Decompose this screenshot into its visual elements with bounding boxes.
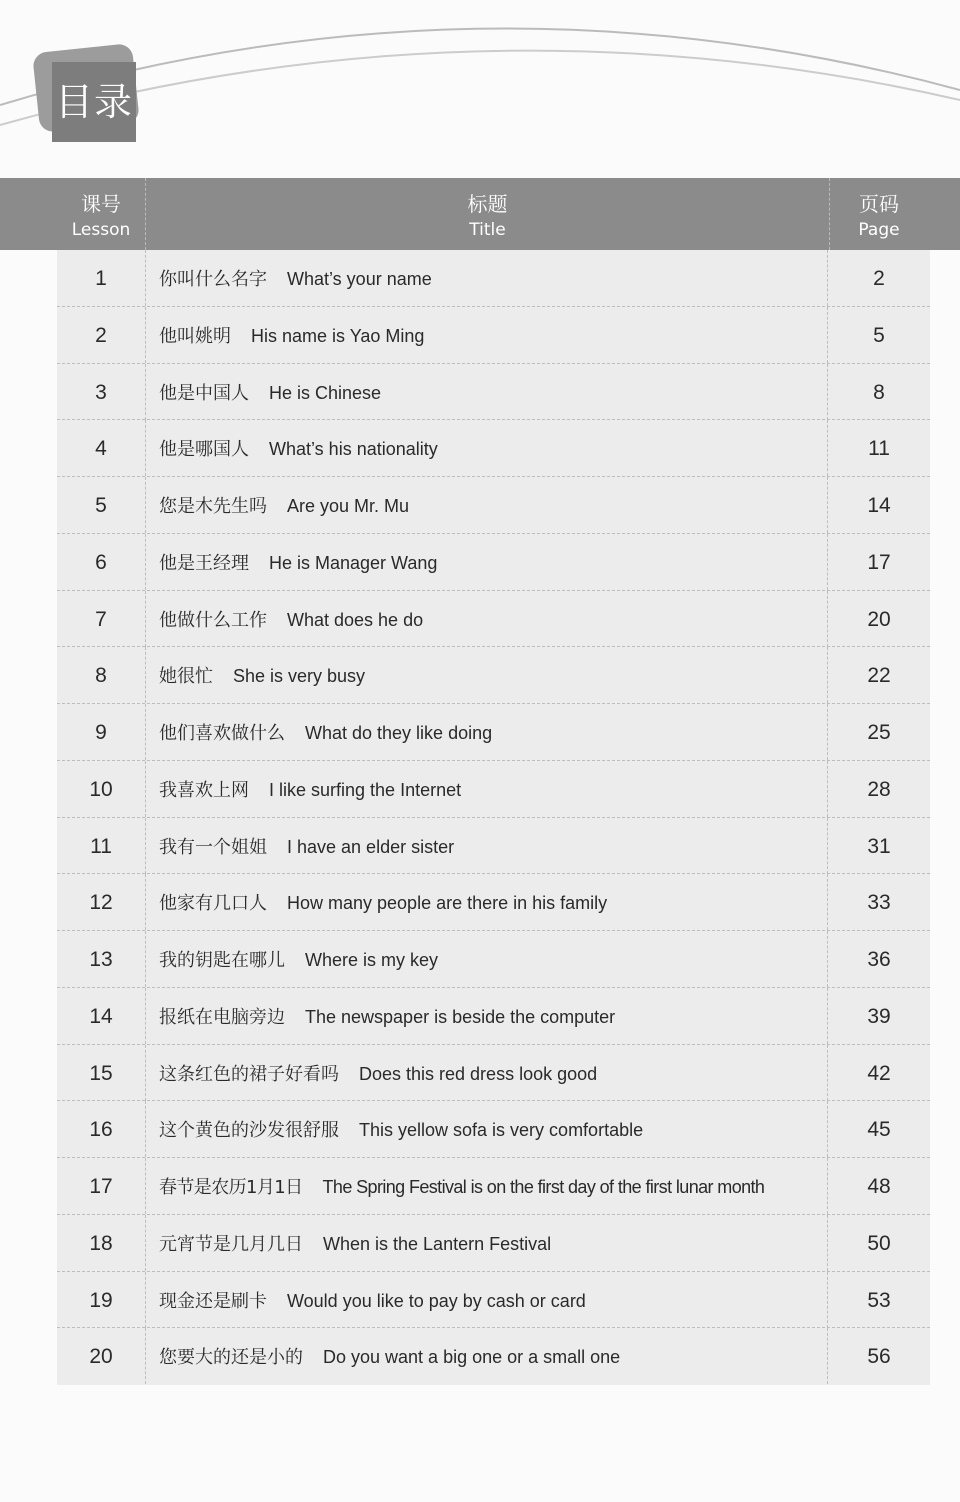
lesson-title-en: The Spring Festival is on the first day of the first lunar month (322, 1177, 765, 1197)
lesson-number: 7 (95, 607, 107, 631)
lesson-title-en: What do they like doing (305, 723, 493, 743)
lesson-title-zh: 报纸在电脑旁边 (159, 1006, 285, 1028)
lesson-title-zh: 他们喜欢做什么 (159, 723, 285, 744)
toc-row[interactable] (57, 1158, 930, 1215)
header-title-zh: 标题 (467, 192, 508, 216)
lesson-title (145, 250, 828, 306)
lesson-page: 53 (867, 1288, 891, 1312)
lesson-title (145, 761, 828, 817)
lesson-title-zh: 这条红色的裙子好看吗 (159, 1063, 339, 1085)
toc-row[interactable] (57, 534, 930, 591)
lesson-number: 5 (95, 494, 107, 517)
lesson-title-en: This yellow sofa is very comfortable (359, 1120, 644, 1141)
lesson-title (145, 1328, 828, 1384)
header-lesson-en: Lesson (71, 220, 131, 240)
toc-row[interactable] (57, 1101, 930, 1158)
lesson-page: 48 (867, 1175, 891, 1198)
lesson-title-zh: 我的钥匙在哪儿 (159, 950, 285, 971)
lesson-title-zh: 这个黄色的沙发很舒服 (159, 1120, 339, 1142)
lesson-title (145, 818, 828, 874)
toc-row[interactable] (57, 1272, 930, 1329)
lesson-title-en: Do you want a big one or a small one (323, 1347, 621, 1368)
lesson-title (145, 534, 828, 590)
header-title (145, 178, 830, 250)
lesson-title-zh: 我喜欢上网 (159, 779, 249, 801)
lesson-page: 50 (867, 1231, 891, 1255)
lesson-title-en: What’s his nationality (269, 439, 438, 460)
lesson-title-en: How many people are there in his family (287, 893, 608, 914)
lesson-page: 42 (867, 1061, 891, 1085)
decorative-arcs (0, 0, 960, 140)
lesson-number: 17 (89, 1175, 113, 1198)
toc-row[interactable] (57, 647, 930, 704)
lesson-title (145, 477, 828, 533)
header-page-en: Page (858, 220, 900, 240)
lesson-title (145, 1101, 828, 1157)
lesson-title-en: Does this red dress look good (359, 1063, 598, 1084)
lesson-title (145, 647, 828, 703)
lesson-number: 2 (95, 323, 107, 347)
toc-row[interactable] (57, 988, 930, 1045)
table-header (0, 178, 960, 250)
lesson-title (145, 591, 828, 647)
lesson-title-zh: 他是中国人 (159, 382, 249, 404)
lesson-title-en: When is the Lantern Festival (323, 1233, 552, 1254)
header-title-en: Title (469, 220, 506, 240)
lesson-title (145, 1272, 828, 1328)
lesson-title-en: Where is my key (305, 950, 439, 970)
lesson-number: 12 (89, 891, 113, 915)
toc-row[interactable] (57, 704, 930, 761)
lesson-title-zh: 春节是农历1月1日 (159, 1177, 303, 1198)
toc-row[interactable] (57, 477, 930, 534)
lesson-page: 17 (867, 550, 891, 574)
lesson-title-zh: 您要大的还是小的 (159, 1347, 303, 1369)
lesson-number: 3 (95, 380, 107, 404)
lesson-number: 15 (89, 1061, 113, 1085)
header-page-zh: 页码 (859, 192, 899, 216)
lesson-title-zh: 她很忙 (159, 666, 213, 688)
lesson-number: 9 (95, 721, 107, 744)
lesson-page: 8 (873, 380, 885, 404)
lesson-title-zh: 你叫什么名字 (159, 269, 267, 290)
lesson-page: 5 (873, 323, 885, 347)
toc-row[interactable] (57, 420, 930, 477)
toc-row[interactable] (57, 761, 930, 818)
lesson-title-en: He is Manager Wang (269, 552, 438, 573)
lesson-title (145, 364, 828, 420)
lesson-number: 18 (89, 1231, 113, 1255)
lesson-title (145, 931, 828, 987)
lesson-page: 20 (867, 607, 891, 631)
lesson-title-en: Are you Mr. Mu (287, 496, 410, 516)
lesson-title (145, 307, 828, 363)
lesson-number: 10 (89, 777, 113, 801)
header-lesson-zh: 课号 (81, 192, 121, 216)
lesson-title-zh: 他叫姚明 (159, 325, 231, 347)
lesson-number: 19 (89, 1288, 113, 1312)
lesson-number: 16 (89, 1118, 113, 1142)
lesson-title (145, 1045, 828, 1101)
lesson-page: 22 (867, 664, 891, 688)
toc-row[interactable] (57, 307, 930, 364)
lesson-title (145, 1158, 828, 1214)
toc-row[interactable] (57, 931, 930, 988)
lesson-page: 14 (867, 494, 891, 517)
lesson-page: 25 (867, 721, 891, 744)
toc-row[interactable] (57, 591, 930, 648)
header-page (828, 178, 930, 250)
lesson-title (145, 874, 828, 930)
lesson-title (145, 420, 828, 476)
lesson-title-zh: 他家有几口人 (159, 893, 267, 915)
lesson-page: 11 (868, 437, 890, 461)
lesson-title-en: He is Chinese (269, 382, 382, 403)
lesson-title (145, 704, 828, 760)
toc-row[interactable] (57, 250, 930, 307)
lesson-title-en: His name is Yao Ming (251, 325, 425, 346)
lesson-page: 2 (873, 267, 885, 290)
toc-row[interactable] (57, 874, 930, 931)
lesson-number: 6 (95, 550, 107, 574)
header-lesson (57, 178, 145, 250)
lesson-title-zh: 我有一个姐姐 (159, 836, 267, 858)
lesson-number: 4 (95, 437, 107, 461)
lesson-title-en: Would you like to pay by cash or card (287, 1290, 586, 1311)
toc-row[interactable] (57, 364, 930, 421)
lesson-title-en: The newspaper is beside the computer (305, 1006, 616, 1027)
lesson-page: 28 (867, 777, 891, 801)
lesson-page: 31 (867, 834, 891, 858)
lesson-title-en: What’s your name (287, 269, 432, 289)
toc-row[interactable] (57, 1215, 930, 1272)
lesson-number: 1 (95, 267, 107, 290)
lesson-number: 8 (95, 664, 107, 688)
lesson-title-zh: 他是哪国人 (159, 439, 249, 461)
lesson-number: 14 (89, 1004, 113, 1028)
toc-row[interactable] (57, 1328, 930, 1385)
lesson-title-en: What does he do (287, 609, 424, 630)
toc-row[interactable] (57, 818, 930, 875)
lesson-number: 20 (89, 1345, 113, 1369)
toc-row[interactable] (57, 1045, 930, 1102)
page-heading: 目录 (52, 62, 136, 142)
lesson-page: 45 (867, 1118, 891, 1142)
toc-table (57, 250, 930, 1385)
lesson-page: 36 (867, 948, 891, 971)
lesson-title-zh: 元宵节是几月几日 (159, 1233, 303, 1255)
lesson-title-en: She is very busy (233, 666, 366, 687)
lesson-page: 39 (867, 1004, 891, 1028)
lesson-number: 11 (90, 834, 112, 858)
lesson-title-zh: 您是木先生吗 (159, 496, 267, 517)
lesson-title-en: I have an elder sister (287, 836, 455, 857)
lesson-page: 33 (867, 891, 891, 915)
lesson-title-zh: 他是王经理 (159, 552, 249, 574)
lesson-title-zh: 现金还是刷卡 (159, 1290, 267, 1312)
lesson-title-zh: 他做什么工作 (159, 609, 267, 631)
lesson-title-en: I like surfing the Internet (269, 779, 462, 800)
lesson-title (145, 988, 828, 1044)
lesson-page: 56 (867, 1345, 891, 1369)
lesson-title (145, 1215, 828, 1271)
lesson-number: 13 (89, 948, 113, 971)
